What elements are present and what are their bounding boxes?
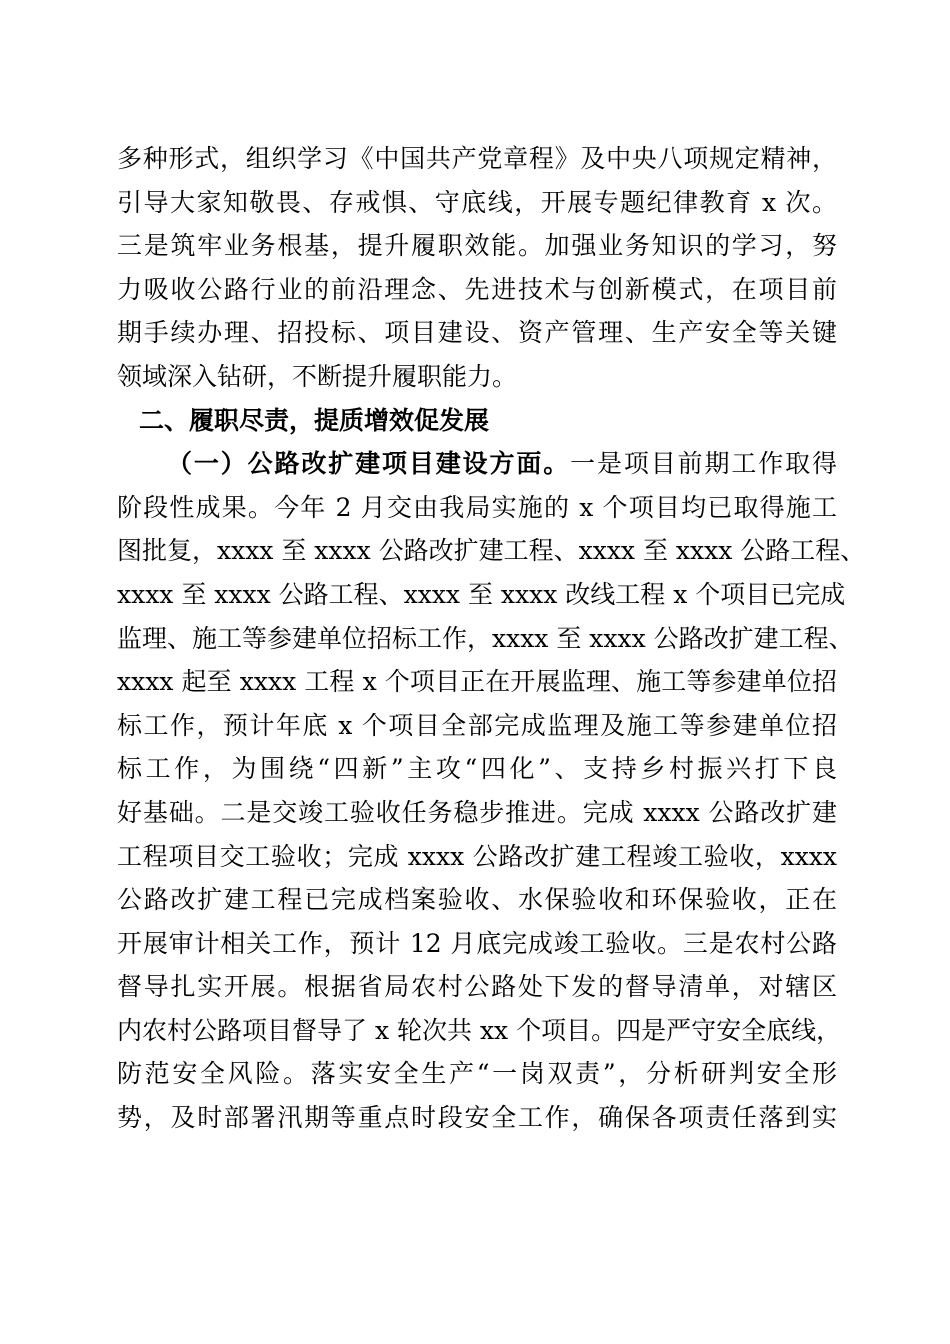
paragraph-line: 期手续办理、招投标、项目建设、资产管理、生产安全等关键 <box>117 318 837 348</box>
subsection-line: 好基础。二是交竣工验收任务稳步推进。完成 xxxx 公路改扩建 <box>117 797 837 827</box>
paragraph-line: 力吸收公路行业的前沿理念、先进技术与创新模式，在项目前 <box>117 274 837 304</box>
subsection-line: 标工作，为围绕“四新”主攻“四化”、支持乡村振兴打下良 <box>117 754 837 784</box>
subsection-line: 开展审计相关工作，预计 12 月底完成竣工验收。三是农村公路 <box>117 928 837 958</box>
paragraph-line: 多种形式，组织学习《中国共产党章程》及中央八项规定精神， <box>117 144 837 173</box>
subsection-line: xxxx 起至 xxxx 工程 x 个项目正在开展监理、施工等参建单位招 <box>117 667 837 697</box>
subsection-line: 公路改扩建工程已完成档案验收、水保验收和环保验收，正在 <box>117 885 837 915</box>
subsection-line: 防范安全风险。落实安全生产“一岗双责”，分析研判安全形 <box>117 1059 837 1089</box>
paragraph-line: 领域深入钻研，不断提升履职能力。 <box>117 361 518 391</box>
subsection-first-line <box>117 442 837 486</box>
paragraph-line: 三是筑牢业务根基，提升履职效能。加强业务知识的学习，努 <box>117 231 837 261</box>
subsection-title: （一）公路改扩建项目建设方面。 <box>167 449 571 479</box>
subsection-line: xxxx 至 xxxx 公路工程、xxxx 至 xxxx 改线工程 x 个项目已完成 <box>117 579 846 609</box>
subsection-line: 阶段性成果。今年 2 月交由我局实施的 x 个项目均已取得施工 <box>117 492 837 522</box>
subsection-line: 监理、施工等参建单位招标工作，xxxx 至 xxxx 公路改扩建工程、 <box>117 623 854 653</box>
subsection-line: 工程项目交工验收；完成 xxxx 公路改扩建工程竣工验收，xxxx <box>117 841 837 871</box>
subsection-line: 势，及时部署汛期等重点时段安全工作，确保各项责任落到实 <box>117 1103 837 1133</box>
subsection-line: 内农村公路项目督导了 x 轮次共 xx 个项目。四是严守安全底线， <box>117 1015 842 1045</box>
paragraph-line: 引导大家知敬畏、存戒惧、守底线，开展专题纪律教育 x 次。 <box>117 187 837 217</box>
subsection-first-line-text: 一是项目前期工作取得 <box>570 449 837 479</box>
subsection-line: 标工作，预计年底 x 个项目全部完成监理及施工等参建单位招 <box>117 710 837 740</box>
section-heading: 二、履职尽责，提质增效促发展 <box>139 405 490 435</box>
document-body <box>117 137 866 1140</box>
subsection-line: 督导扎实开展。根据省局农村公路处下发的督导清单，对辖区 <box>117 972 837 1002</box>
subsection-line: 图批复，xxxx 至 xxxx 公路改扩建工程、xxxx 至 xxxx 公路工程、 <box>117 536 866 566</box>
